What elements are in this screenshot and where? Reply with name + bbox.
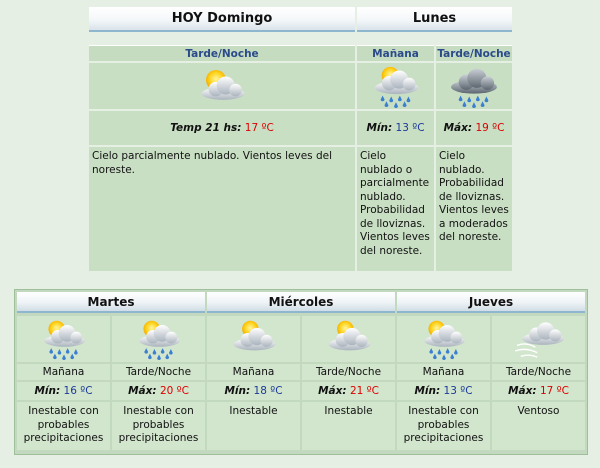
extended-temp-value: 13 ºC xyxy=(443,385,473,397)
extended-temp xyxy=(17,382,110,400)
extended-temp-value: 20 ºC xyxy=(159,385,189,397)
extended-period-label: Tarde/Noche xyxy=(492,364,585,380)
tomorrow-morning-description: Cielo nublado o parcialmente nublado. Probabilidad de lloviznas. Vientos leves del noreste. xyxy=(357,147,434,271)
today-temp-value: 17 ºC xyxy=(244,122,274,134)
extended-description: Inestable xyxy=(207,402,300,450)
sun-cloud-rain-icon xyxy=(130,318,188,360)
sun-cloud-rain-icon xyxy=(415,318,473,360)
extended-temp-value: 17 ºC xyxy=(539,385,569,397)
extended-icon-cell xyxy=(112,316,205,362)
today-temp-cell xyxy=(89,111,355,145)
extended-temp-label: Mín: xyxy=(224,385,251,397)
tomorrow-evening-description: Cielo nublado. Probabilidad de lloviznas. Vientos leves a moderados del noreste. xyxy=(436,147,512,271)
day-header-0: Martes xyxy=(17,292,205,313)
extended-description: Inestable xyxy=(302,402,395,450)
tomorrow-evening-temp-cell xyxy=(436,111,512,145)
partly-cloudy-icon xyxy=(192,66,252,106)
extended-temp xyxy=(112,382,205,400)
tomorrow-morning-icon-cell xyxy=(357,63,434,109)
storm-cloud-rain-icon xyxy=(443,64,505,108)
extended-description: Ventoso xyxy=(492,402,585,450)
extended-icon-cell xyxy=(397,316,490,362)
extended-icon-cell xyxy=(207,316,300,362)
partly-cloudy-icon xyxy=(320,318,378,360)
tomorrow-evening-temp-value: 19 ºC xyxy=(475,122,505,134)
tomorrow-header: Lunes xyxy=(357,7,512,32)
extended-temp-value: 16 ºC xyxy=(63,385,93,397)
extended-temp-value: 21 ºC xyxy=(349,385,379,397)
today-period-label: Tarde/Noche xyxy=(89,45,355,61)
tomorrow-evening-period-label: Tarde/Noche xyxy=(436,45,512,61)
tomorrow-morning-temp-cell xyxy=(357,111,434,145)
extended-period-label: Tarde/Noche xyxy=(112,364,205,380)
windy-cloud-icon xyxy=(510,318,568,360)
extended-icon-cell xyxy=(492,316,585,362)
extended-temp xyxy=(302,382,395,400)
today-temp-label: Temp 21 hs: xyxy=(170,122,242,134)
extended-period-label: Mañana xyxy=(17,364,110,380)
extended-temp-label: Máx: xyxy=(128,385,157,397)
extended-temp xyxy=(207,382,300,400)
extended-temp-label: Mín: xyxy=(34,385,61,397)
extended-description: Inestable con probables precipitaciones xyxy=(17,402,110,450)
tomorrow-morning-period-label: Mañana xyxy=(357,45,434,61)
extended-temp xyxy=(492,382,585,400)
extended-temp-label: Mín: xyxy=(414,385,441,397)
extended-period-label: Tarde/Noche xyxy=(302,364,395,380)
extended-temp-value: 18 ºC xyxy=(253,385,283,397)
extended-period-label: Mañana xyxy=(207,364,300,380)
cloudy-rain-icon xyxy=(366,64,426,108)
extended-temp-label: Máx: xyxy=(508,385,537,397)
day-header-1: Miércoles xyxy=(207,292,395,313)
today-icon-cell xyxy=(89,63,355,109)
tomorrow-evening-icon-cell xyxy=(436,63,512,109)
sun-cloud-rain-icon xyxy=(35,318,93,360)
extended-icon-cell xyxy=(17,316,110,362)
tomorrow-morning-temp-value: 13 ºC xyxy=(395,122,425,134)
extended-description: Inestable con probables precipitaciones xyxy=(397,402,490,450)
today-header: HOY Domingo xyxy=(89,7,355,32)
today-description: Cielo parcialmente nublado. Vientos leves del noreste. xyxy=(89,147,355,271)
extended-temp-label: Máx: xyxy=(318,385,347,397)
extended-temp xyxy=(397,382,490,400)
extended-description: Inestable con probables precipitaciones xyxy=(112,402,205,450)
extended-icon-cell xyxy=(302,316,395,362)
tomorrow-evening-temp-label: Máx: xyxy=(443,122,473,134)
partly-cloudy-icon xyxy=(225,318,283,360)
day-header-2: Jueves xyxy=(397,292,585,313)
tomorrow-morning-temp-label: Mín: xyxy=(366,122,393,134)
extended-period-label: Mañana xyxy=(397,364,490,380)
